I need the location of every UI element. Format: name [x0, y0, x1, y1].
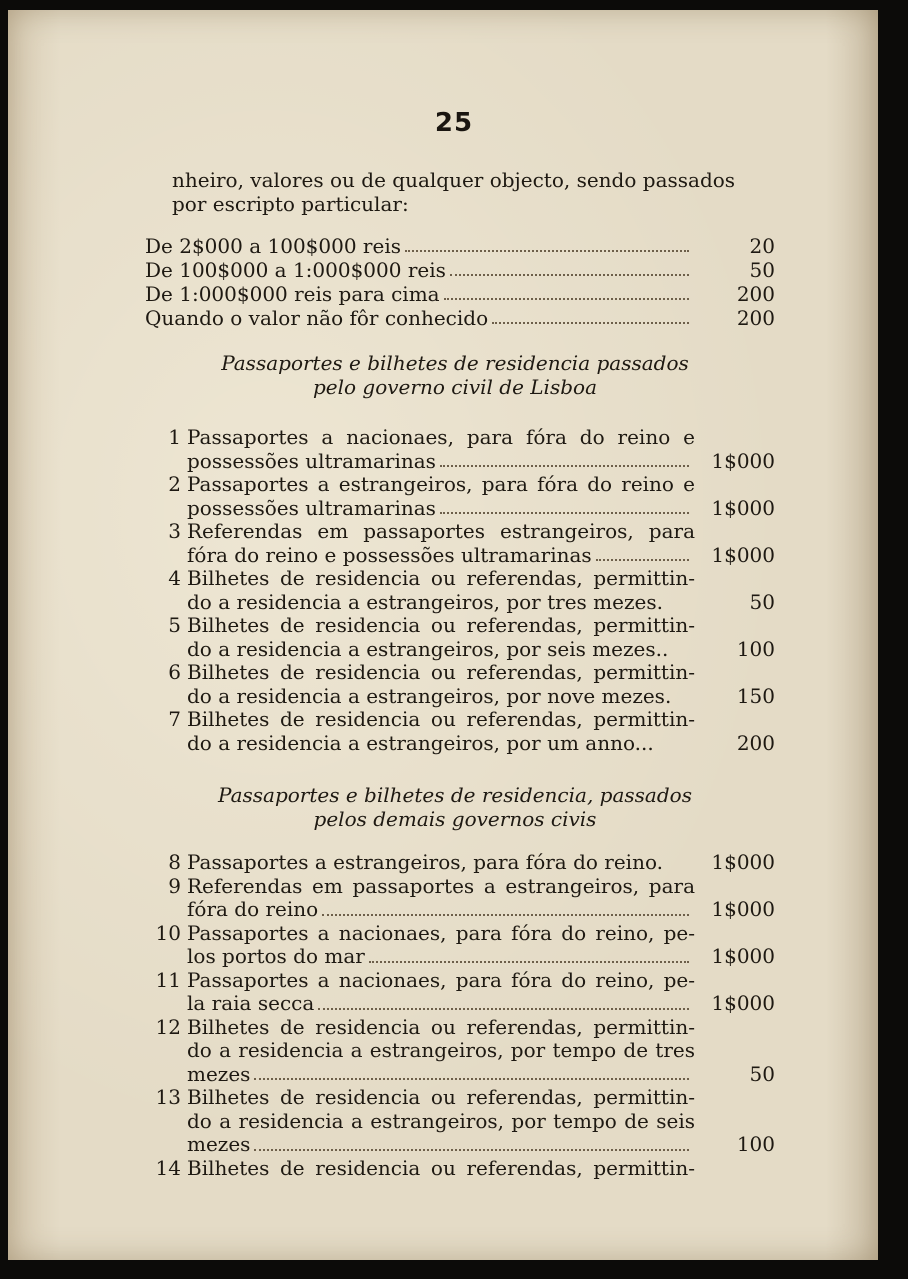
page-number: 25: [434, 108, 474, 138]
item-value: 150: [736, 683, 775, 708]
rates-table: [145, 234, 775, 330]
list-item: [145, 1157, 775, 1181]
list-item: [145, 708, 775, 755]
item-text: los portos do mar: [187, 944, 365, 968]
item-text: mezes: [187, 1061, 251, 1086]
heading-line: Passaportes e bilhetes de residencia passados: [221, 351, 689, 375]
item-text: Passaportes a estrangeiros, para fóra do reino e: [187, 472, 695, 496]
list-item: [145, 567, 775, 614]
item-text: do a residencia a estrangeiros, por tempo de tres: [187, 1038, 695, 1062]
intro-line-1: nheiro, valores ou de qualquer objecto, sendo passados: [172, 168, 736, 192]
rate-row: [145, 234, 775, 258]
dot-leader: [369, 961, 689, 963]
item-number: 9: [168, 873, 181, 898]
list-item: [145, 614, 775, 661]
item-text: do a residencia a estrangeiros, por um anno...: [187, 730, 654, 755]
list-item: [145, 969, 775, 1016]
item-text: Passaportes a estrangeiros, para fóra do reino.: [187, 850, 664, 874]
item-text: possessões ultramarinas: [187, 448, 436, 473]
item-number: 5: [168, 613, 181, 637]
dot-leader: [254, 1078, 689, 1080]
item-number: 10: [155, 920, 181, 945]
item-text: la raia secca: [187, 991, 315, 1015]
item-value: 1$000: [711, 944, 775, 968]
item-text: Passaportes a nacionaes, para fóra do reino, pe-: [187, 967, 695, 992]
item-text: do a residencia a estrangeiros, por tempo de seis: [187, 1108, 695, 1133]
item-text: Bilhetes de residencia ou referendas, permittin-: [187, 707, 695, 731]
item-number: 6: [168, 660, 181, 684]
heading-line: Passaportes e bilhetes de residencia, passados: [218, 783, 692, 807]
item-number: 12: [155, 1014, 181, 1039]
item-text: do a residencia a estrangeiros, por nove mezes.: [187, 683, 672, 708]
rate-value: 50: [749, 258, 775, 282]
item-value: 50: [749, 589, 775, 614]
rate-label: De 100$000 a 1:000$000 reis: [145, 258, 446, 282]
lisboa-fee-list: [145, 426, 775, 755]
demais-fee-list: [145, 851, 775, 1180]
item-number: 1: [168, 425, 181, 449]
rate-value: 200: [736, 306, 775, 330]
dot-leader: [444, 298, 689, 300]
item-number: 14: [155, 1155, 181, 1180]
item-text: Bilhetes de residencia ou referendas, permittin-: [187, 613, 695, 637]
list-item: [145, 661, 775, 708]
item-text: fóra do reino e possessões ultramarinas: [187, 542, 592, 567]
list-item: [145, 851, 775, 875]
section-heading-lisboa: [145, 351, 765, 399]
item-number: 4: [168, 566, 181, 590]
item-text: mezes: [187, 1132, 251, 1156]
item-value: 50: [749, 1061, 775, 1086]
heading-line: pelos demais governos civis: [313, 807, 597, 831]
item-value: 1$000: [711, 850, 775, 874]
list-item: [145, 426, 775, 473]
item-text: do a residencia a estrangeiros, por tres mezes.: [187, 589, 663, 614]
intro-paragraph: [145, 168, 775, 216]
rate-label: De 2$000 a 100$000 reis: [145, 234, 401, 258]
dot-leader: [492, 322, 689, 324]
dot-leader: [405, 250, 689, 252]
item-text: do a residencia a estrangeiros, por seis mezes..: [187, 636, 669, 661]
heading-line: pelo governo civil de Lisboa: [312, 375, 597, 399]
item-text: Referendas em passaportes estrangeiros, para: [187, 519, 695, 543]
dot-leader: [440, 465, 689, 467]
item-text: Bilhetes de residencia ou referendas, permittin-: [187, 1155, 695, 1180]
item-text: Bilhetes de residencia ou referendas, permittin-: [187, 1014, 695, 1039]
item-value: 100: [736, 636, 775, 661]
item-number: 8: [168, 850, 181, 874]
dot-leader: [450, 274, 689, 276]
item-value: 1$000: [711, 991, 775, 1015]
rate-row: [145, 258, 775, 282]
list-item: [145, 922, 775, 969]
item-value: 100: [736, 1132, 775, 1156]
item-text: fóra do reino: [187, 897, 319, 921]
item-number: 13: [155, 1085, 181, 1109]
item-value: 1$000: [711, 542, 775, 567]
rate-label: Quando o valor não fôr conhecido: [145, 306, 489, 330]
dot-leader: [440, 512, 689, 514]
rate-value: 200: [736, 282, 775, 306]
list-item: [145, 520, 775, 567]
dot-leader: [322, 914, 689, 916]
dot-leader: [318, 1008, 689, 1010]
rate-row: [145, 306, 775, 330]
rate-value: 20: [749, 234, 775, 258]
item-number: 3: [168, 519, 181, 543]
list-item: [145, 875, 775, 922]
list-item: [145, 1016, 775, 1087]
item-text: Passaportes a nacionaes, para fóra do reino e: [187, 425, 695, 449]
item-text: Bilhetes de residencia ou referendas, permittin-: [187, 660, 695, 684]
item-number: 7: [168, 707, 181, 731]
rate-row: [145, 282, 775, 306]
intro-line-2: por escripto particular:: [172, 192, 409, 216]
section-heading-demais: [145, 783, 765, 831]
item-text: Referendas em passaportes a estrangeiros, para: [187, 873, 695, 898]
item-number: 11: [155, 967, 181, 992]
rate-label: De 1:000$000 reis para cima: [145, 282, 440, 306]
list-item: [145, 473, 775, 520]
item-value: 1$000: [711, 495, 775, 520]
item-number: 2: [168, 472, 181, 496]
item-value: 200: [736, 730, 775, 755]
item-value: 1$000: [711, 897, 775, 921]
dot-leader: [254, 1149, 689, 1151]
item-text: Bilhetes de residencia ou referendas, permittin-: [187, 1085, 695, 1109]
item-value: 1$000: [711, 448, 775, 473]
dot-leader: [596, 559, 689, 561]
item-text: possessões ultramarinas: [187, 495, 436, 520]
item-text: Bilhetes de residencia ou referendas, permittin-: [187, 566, 695, 590]
item-text: Passaportes a nacionaes, para fóra do reino, pe-: [187, 920, 695, 945]
list-item: [145, 1086, 775, 1157]
